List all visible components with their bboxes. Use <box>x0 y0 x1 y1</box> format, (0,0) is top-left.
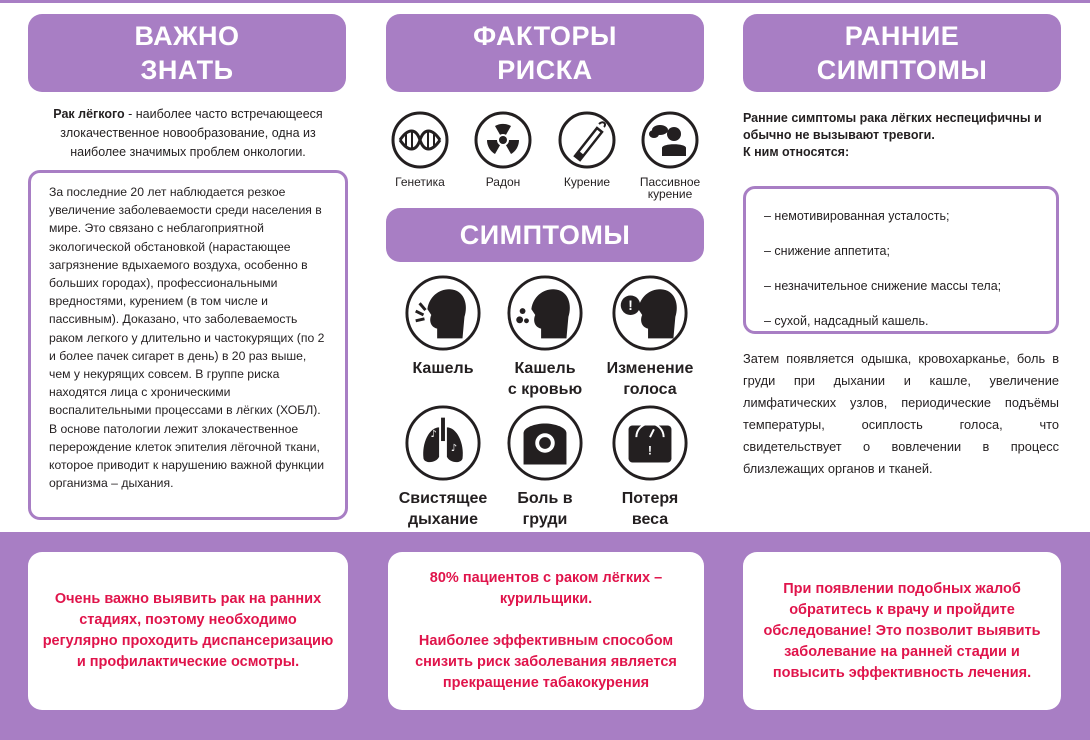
footer-screening-text: Очень важно выявить рак на ранних стадиях, поэтому необходимо регулярно проходить диспансеризацию и профилактические осмотры. <box>42 591 334 670</box>
list-item: – незначительное снижение массы тела; <box>764 279 1002 293</box>
header-early-symptoms: РАННИЕ СИМПТОМЫ <box>743 14 1061 92</box>
risk-factor-radon <box>463 110 543 188</box>
later-symptoms-text: Затем появляется одышка, кровохарканье, боль в груди при дыхании и кашле, увеличение лимфатических узлов, периодические подъёмы температуры, осиплость голоса, что свидетельствует о вовлечении в процесс близлежащих органов и тканей. <box>743 351 1059 476</box>
symptom-cough <box>388 274 498 379</box>
cough-icon <box>404 274 482 352</box>
footer-smoking-text: 80% пациентов с раком лёгких – курильщики. Наиболее эффективным способом снизить риск заболевания является прекращение табакокурения <box>415 570 677 691</box>
symptom-label: Боль в груди <box>517 490 573 528</box>
footer-box-screening <box>28 552 348 710</box>
wheezing-lungs-icon <box>404 404 482 482</box>
symptom-voice-change <box>595 274 705 400</box>
risk-factor-passive-smoking <box>630 110 710 200</box>
symptom-label: Свистящее дыхание <box>398 490 488 528</box>
main-text-paragraph-1: За последние 20 лет наблюдается резкое увеличение заболеваемости среди населения в мире. Это связано с неблагоприятной экологической обстановкой (нарастающее загрязнение вдыхаемого воздуха, особенно в больших городах), профессиональными вредностями, курением (в том числе и пассивным). Доказано, что заболеваемость раком легкого у длительно и частокурящих (по 2 и более пачек сигарет в день) в 20 раз выше, чем у некурящих совсем. В группе риска находятся лица с хроническими воспалительными процессами в лёгких (ХОБЛ). <box>49 185 325 418</box>
symptom-cough-blood <box>490 274 600 400</box>
dna-icon <box>390 110 450 170</box>
list-item: – снижение аппетита; <box>764 244 890 258</box>
symptom-label: Потеря веса <box>621 490 679 528</box>
passive-smoking-icon <box>640 110 700 170</box>
footer-box-smoking <box>388 552 704 710</box>
symptom-label: Кашель с кровью <box>507 360 583 398</box>
main-text-box <box>28 170 348 520</box>
risk-factor-genetics <box>380 110 460 188</box>
main-text-paragraph-2: В основе патологии лежит злокачественное перерождение клеток эпителия лёгочной ткани, которое приводит к нарушению важной функции организма – дыхания. <box>49 421 325 491</box>
weight-scale-icon <box>611 404 689 482</box>
risk-factor-label: Пассивное курение <box>639 175 701 201</box>
list-item: – немотивированная усталость; <box>764 209 950 223</box>
header-important: ВАЖНО ЗНАТЬ <box>28 14 346 92</box>
symptom-weight-loss <box>595 404 705 530</box>
chest-pain-icon <box>506 404 584 482</box>
early-symptoms-list-box <box>743 186 1059 334</box>
symptom-label: Изменение голоса <box>606 360 694 398</box>
intro-definition: - наиболее часто встречающееся злокачественное новообразование, одна из наиболее значимых проблем онкологии. <box>60 107 323 159</box>
risk-factor-label: Радон <box>485 175 521 189</box>
footer-box-doctor <box>743 552 1061 710</box>
intro-bold-term: Рак лёгкого <box>53 107 125 121</box>
risk-factor-smoking <box>547 110 627 188</box>
voice-change-icon <box>611 274 689 352</box>
symptom-label: Кашель <box>412 360 474 377</box>
symptom-chest-pain <box>490 404 600 530</box>
list-item: – сухой, надсадный кашель. <box>764 314 929 328</box>
header-risk-factors: ФАКТОРЫ РИСКА <box>386 14 704 92</box>
symptom-wheezing <box>388 404 498 530</box>
cigarette-icon <box>557 110 617 170</box>
svg-text:♪: ♪ <box>450 442 458 454</box>
cough-blood-icon <box>506 274 584 352</box>
early-symptoms-intro: Ранние симптомы рака лёгких неспецифичны и обычно не вызывают тревоги. К ним относятся: <box>743 111 1042 159</box>
risk-factor-label: Курение <box>563 175 611 189</box>
top-accent-line <box>0 0 1090 3</box>
header-symptoms: СИМПТОМЫ <box>386 208 704 262</box>
svg-text:♪: ♪ <box>430 429 437 441</box>
footer-doctor-text: При появлении подобных жалоб обратитесь к врачу и пройдите обследование! Это позволит выявить заболевание на ранней стадии и повысить эффективность лечения. <box>763 580 1041 681</box>
radiation-icon <box>473 110 533 170</box>
svg-text:!: ! <box>628 298 633 314</box>
svg-text:!: ! <box>648 444 652 458</box>
intro-text <box>38 105 338 162</box>
risk-factor-label: Генетика <box>395 175 445 189</box>
early-symptoms-list <box>764 199 1038 339</box>
